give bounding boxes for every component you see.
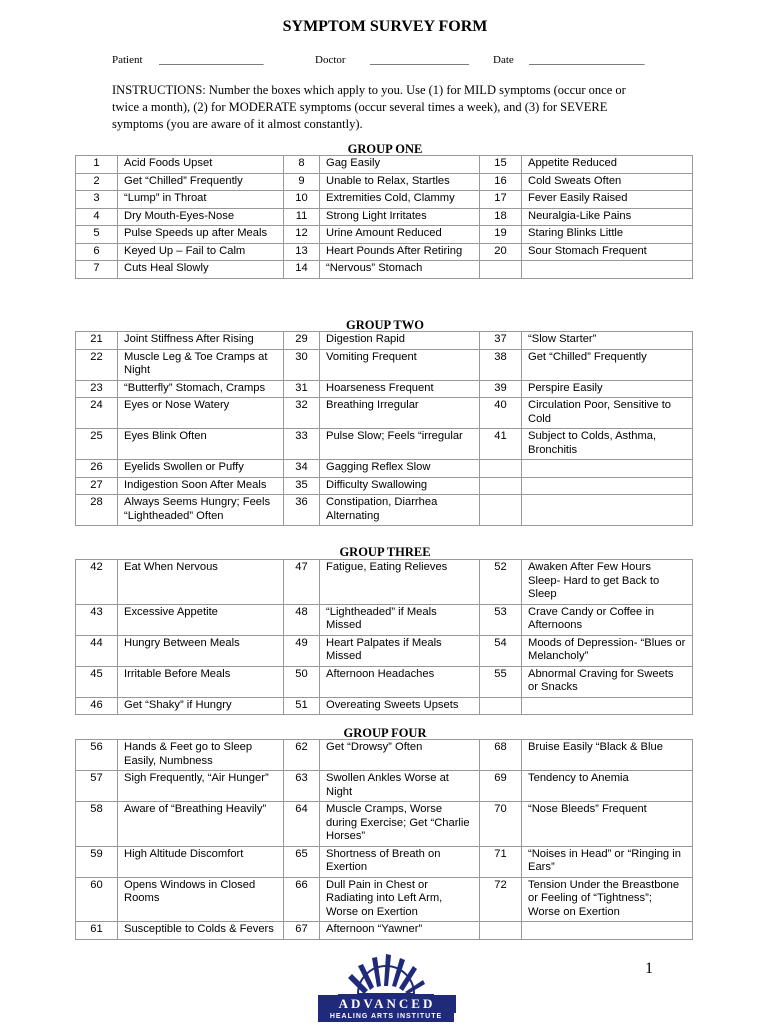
symptom-label: Circulation Poor, Sensitive to Cold [522,398,693,429]
symptom-label [522,477,693,495]
symptom-number[interactable]: 34 [284,460,320,478]
symptom-number[interactable]: 44 [76,635,118,666]
symptom-number[interactable]: 38 [480,349,522,380]
symptom-label: Moods of Depression- “Blues or Melancholy” [522,635,693,666]
symptom-number[interactable]: 31 [284,380,320,398]
form-title: SYMPTOM SURVEY FORM [282,18,488,35]
symptom-label: “Lump” in Throat [118,191,284,209]
symptom-number[interactable]: 5 [76,226,118,244]
symptom-number[interactable]: 40 [480,398,522,429]
symptom-label: “Slow Starter” [522,332,693,350]
symptom-label [522,261,693,279]
symptom-number[interactable]: 71 [480,846,522,877]
symptom-label: Perspire Easily [522,380,693,398]
symptom-number[interactable] [480,261,522,279]
symptom-label: Afternoon Headaches [320,666,480,697]
symptom-number[interactable]: 47 [284,560,320,605]
symptom-number[interactable]: 70 [480,802,522,847]
symptom-row [76,922,693,940]
symptom-number[interactable]: 27 [76,477,118,495]
symptom-label: Constipation, Diarrhea Alternating [320,495,480,526]
symptom-label: “Lightheaded” if Meals Missed [320,604,480,635]
symptom-number[interactable]: 11 [284,208,320,226]
symptom-label: Sour Stomach Frequent [522,243,693,261]
symptom-number[interactable]: 45 [76,666,118,697]
group-one-title: GROUP ONE [347,142,423,156]
group-two-title: GROUP TWO [346,318,424,332]
symptom-number[interactable]: 51 [284,697,320,715]
symptom-label: Dull Pain in Chest or Radiating into Left Arm, Worse on Exertion [320,877,480,922]
symptom-label: “Noises in Head” or “Ringing in Ears” [522,846,693,877]
symptom-number[interactable]: 35 [284,477,320,495]
institute-logo [318,950,454,1022]
symptom-label: Cuts Heal Slowly [118,261,284,279]
symptom-number[interactable]: 7 [76,261,118,279]
symptom-label: Opens Windows in Closed Rooms [118,877,284,922]
page-number: 1 [645,960,653,977]
symptom-number[interactable]: 72 [480,877,522,922]
symptom-row [76,460,693,478]
symptom-row [76,380,693,398]
symptom-number[interactable]: 26 [76,460,118,478]
symptom-number[interactable]: 61 [76,922,118,940]
symptom-label [522,697,693,715]
symptom-label: Difficulty Swallowing [320,477,480,495]
symptom-label: Crave Candy or Coffee in Afternoons [522,604,693,635]
symptom-number[interactable]: 65 [284,846,320,877]
symptom-number[interactable]: 2 [76,173,118,191]
symptom-row [76,156,693,174]
symptom-number[interactable]: 28 [76,495,118,526]
symptom-label: Tendency to Anemia [522,771,693,802]
symptom-number[interactable]: 60 [76,877,118,922]
symptom-row [76,261,693,279]
symptom-label: Muscle Leg & Toe Cramps at Night [118,349,284,380]
symptom-label: Hungry Between Meals [118,635,284,666]
symptom-number[interactable]: 13 [284,243,320,261]
symptom-number[interactable]: 6 [76,243,118,261]
symptom-number[interactable]: 36 [284,495,320,526]
symptom-number[interactable]: 19 [480,226,522,244]
symptom-number[interactable]: 9 [284,173,320,191]
symptom-label: Unable to Relax, Startles [320,173,480,191]
symptom-label: Awaken After Few Hours Sleep- Hard to get Back to Sleep [522,560,693,605]
symptom-number[interactable]: 16 [480,173,522,191]
symptom-number[interactable]: 48 [284,604,320,635]
symptom-number[interactable]: 18 [480,208,522,226]
symptom-label: Eyes or Nose Watery [118,398,284,429]
symptom-row [76,243,693,261]
symptom-label: Indigestion Soon After Meals [118,477,284,495]
symptom-number[interactable]: 67 [284,922,320,940]
symptom-row [76,173,693,191]
symptom-label: Eyelids Swollen or Puffy [118,460,284,478]
symptom-number[interactable]: 52 [480,560,522,605]
symptom-label: Acid Foods Upset [118,156,284,174]
symptom-number[interactable]: 30 [284,349,320,380]
symptom-label: Get “Shaky” if Hungry [118,697,284,715]
symptom-label: Get “Chilled” Frequently [522,349,693,380]
symptom-label: Fever Easily Raised [522,191,693,209]
symptom-row [76,846,693,877]
symptom-number[interactable]: 54 [480,635,522,666]
symptom-label: Heart Pounds After Retiring [320,243,480,261]
symptom-label: “Butterfly” Stomach, Cramps [118,380,284,398]
symptom-label: Hoarseness Frequent [320,380,480,398]
symptom-label: Irritable Before Meals [118,666,284,697]
symptom-number[interactable]: 55 [480,666,522,697]
group-three-title: GROUP THREE [339,545,431,559]
symptom-label: Dry Mouth-Eyes-Nose [118,208,284,226]
symptom-label: Susceptible to Colds & Fevers [118,922,284,940]
symptom-label: Heart Palpates if Meals Missed [320,635,480,666]
symptom-label: Neuralgia-Like Pains [522,208,693,226]
symptom-label: Tension Under the Breastbone or Feeling of “Tightness”; Worse on Exertion [522,877,693,922]
symptom-number[interactable]: 17 [480,191,522,209]
symptom-number[interactable]: 37 [480,332,522,350]
symptom-label: Cold Sweats Often [522,173,693,191]
symptom-label: Always Seems Hungry; Feels “Lightheaded” Often [118,495,284,526]
symptom-number[interactable]: 23 [76,380,118,398]
symptom-row [76,740,693,771]
instructions: INSTRUCTIONS: Number the boxes which apply to you. Use (1) for MILD symptoms (occur once or twice a month), (2) for MODERATE symptoms (occur several times a week), and (3) for SEVERE symptoms (you are aware of it almost constantly). [112,83,626,131]
symptom-label [522,460,693,478]
symptom-row [76,635,693,666]
symptom-number[interactable]: 58 [76,802,118,847]
symptom-row [76,332,693,350]
symptom-label: Eat When Nervous [118,560,284,605]
symptom-label: Abnormal Craving for Sweets or Snacks [522,666,693,697]
symptom-label [522,922,693,940]
symptom-label: Eyes Blink Often [118,429,284,460]
symptom-number[interactable] [480,477,522,495]
symptom-label: Get “Chilled” Frequently [118,173,284,191]
symptom-label [522,495,693,526]
symptom-number[interactable]: 68 [480,740,522,771]
symptom-label: Appetite Reduced [522,156,693,174]
symptom-number[interactable]: 62 [284,740,320,771]
symptom-number[interactable] [480,922,522,940]
symptom-number[interactable]: 29 [284,332,320,350]
symptom-number[interactable]: 64 [284,802,320,847]
symptom-number[interactable]: 32 [284,398,320,429]
group-four-title: GROUP FOUR [343,726,427,740]
symptom-label: Joint Stiffness After Rising [118,332,284,350]
symptom-label: Fatigue, Eating Relieves [320,560,480,605]
symptom-label: Keyed Up – Fail to Calm [118,243,284,261]
symptom-number[interactable]: 33 [284,429,320,460]
symptom-label: Shortness of Breath on Exertion [320,846,480,877]
symptom-number[interactable]: 49 [284,635,320,666]
symptom-label: Vomiting Frequent [320,349,480,380]
symptom-label: Overeating Sweets Upsets [320,697,480,715]
symptom-row [76,771,693,802]
group-one-table [75,155,693,279]
symptom-row [76,349,693,380]
symptom-row [76,560,693,605]
symptom-label: Extremities Cold, Clammy [320,191,480,209]
symptom-label: Pulse Slow; Feels “irregular [320,429,480,460]
symptom-number[interactable]: 24 [76,398,118,429]
symptom-number[interactable]: 42 [76,560,118,605]
patient-label: Patient [112,54,143,66]
symptom-label: Digestion Rapid [320,332,480,350]
symptom-number[interactable]: 59 [76,846,118,877]
symptom-number[interactable]: 50 [284,666,320,697]
symptom-number[interactable]: 39 [480,380,522,398]
symptom-number[interactable]: 66 [284,877,320,922]
logo-subtitle: HEALING ARTS INSTITUTE [318,1012,454,1022]
symptom-label: Subject to Colds, Asthma, Bronchitis [522,429,693,460]
symptom-label: Pulse Speeds up after Meals [118,226,284,244]
date-label: Date [493,54,514,66]
symptom-row [76,398,693,429]
symptom-row [76,208,693,226]
symptom-label: Afternoon “Yawner” [320,922,480,940]
symptom-row [76,226,693,244]
symptom-number[interactable]: 22 [76,349,118,380]
symptom-label: High Altitude Discomfort [118,846,284,877]
symptom-label: Gagging Reflex Slow [320,460,480,478]
symptom-row [76,802,693,847]
symptom-row [76,697,693,715]
symptom-row [76,666,693,697]
symptom-number[interactable]: 14 [284,261,320,279]
symptom-number[interactable]: 46 [76,697,118,715]
symptom-label: Staring Blinks Little [522,226,693,244]
symptom-row [76,604,693,635]
symptom-number[interactable]: 69 [480,771,522,802]
symptom-label: Urine Amount Reduced [320,226,480,244]
symptom-label: Aware of “Breathing Heavily” [118,802,284,847]
doctor-label: Doctor [315,54,346,66]
symptom-number[interactable] [480,460,522,478]
patient-field[interactable]: ___________________ [159,54,264,66]
symptom-label: Sigh Frequently, “Air Hunger” [118,771,284,802]
symptom-label: Hands & Feet go to Sleep Easily, Numbness [118,740,284,771]
symptom-number[interactable]: 41 [480,429,522,460]
doctor-field[interactable]: __________________ [370,54,469,66]
symptom-label: Muscle Cramps, Worse during Exercise; Get “Charlie Horses” [320,802,480,847]
symptom-number[interactable]: 1 [76,156,118,174]
symptom-number[interactable]: 43 [76,604,118,635]
symptom-number[interactable]: 20 [480,243,522,261]
symptom-label: Breathing Irregular [320,398,480,429]
date-field[interactable]: _____________________ [529,54,645,66]
symptom-number[interactable]: 10 [284,191,320,209]
symptom-label: Strong Light Irritates [320,208,480,226]
symptom-number[interactable]: 3 [76,191,118,209]
symptom-row [76,191,693,209]
symptom-label: Swollen Ankles Worse at Night [320,771,480,802]
symptom-row [76,429,693,460]
sunburst-icon [318,950,454,996]
symptom-label: “Nose Bleeds” Frequent [522,802,693,847]
symptom-number[interactable]: 56 [76,740,118,771]
symptom-label: “Nervous” Stomach [320,261,480,279]
symptom-row [76,877,693,922]
group-three-table [75,559,693,715]
symptom-label: Gag Easily [320,156,480,174]
symptom-number[interactable]: 63 [284,771,320,802]
symptom-label: Bruise Easily “Black & Blue [522,740,693,771]
symptom-number[interactable]: 53 [480,604,522,635]
symptom-number[interactable]: 4 [76,208,118,226]
symptom-number[interactable]: 25 [76,429,118,460]
symptom-number[interactable]: 12 [284,226,320,244]
symptom-row [76,495,693,526]
symptom-label: Excessive Appetite [118,604,284,635]
symptom-number[interactable] [480,697,522,715]
group-four-table [75,739,693,940]
group-two-table [75,331,693,526]
symptom-number[interactable]: 57 [76,771,118,802]
symptom-label: Get “Drowsy” Often [320,740,480,771]
symptom-number[interactable]: 21 [76,332,118,350]
logo-name: ADVANCED [318,995,456,1013]
symptom-number[interactable]: 8 [284,156,320,174]
symptom-row [76,477,693,495]
symptom-number[interactable] [480,495,522,526]
symptom-number[interactable]: 15 [480,156,522,174]
